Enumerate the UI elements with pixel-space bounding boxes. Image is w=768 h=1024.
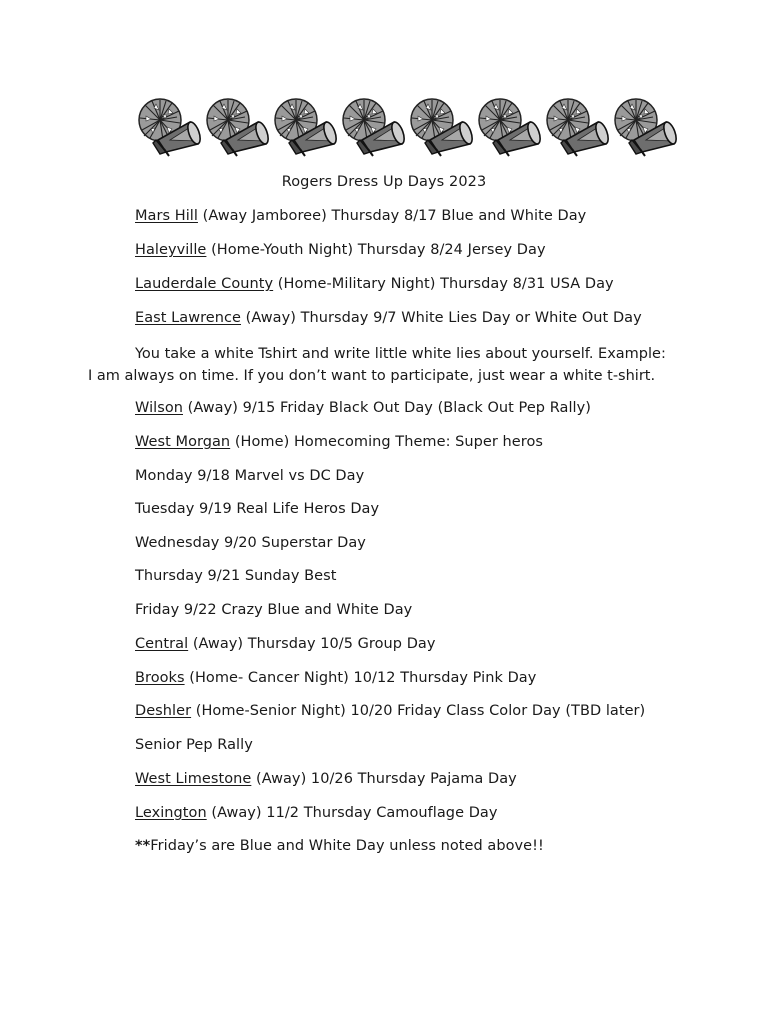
homecoming-day: Friday 9/22 Crazy Blue and White Day (135, 602, 413, 618)
footer-note-stars: ** (135, 838, 151, 854)
white-lies-note-line-2: I am always on time. If you don’t want to participate, just wear a white t-shirt. (88, 368, 656, 384)
homecoming-day: Monday 9/18 Marvel vs DC Day (135, 468, 365, 484)
pom-pom-megaphone-icon (408, 96, 474, 158)
entry-detail: (Away) 11/2 Thursday Camouflage Day (206, 805, 498, 821)
team-name: East Lawrence (135, 310, 242, 326)
entry-west-morgan (135, 434, 543, 450)
entry-deshler (135, 703, 645, 719)
team-name: Lexington (135, 805, 207, 821)
homecoming-day: Wednesday 9/20 Superstar Day (135, 535, 366, 551)
entry-detail: (Away) Thursday 9/7 White Lies Day or White Out Day (241, 310, 642, 326)
pom-pom-megaphone-icon (272, 96, 338, 158)
entry-detail: (Home-Military Night) Thursday 8/31 USA Day (273, 276, 614, 292)
team-name: Brooks (135, 670, 185, 686)
team-name: Wilson (135, 400, 183, 416)
entry-detail: (Home- Cancer Night) 10/12 Thursday Pink Day (184, 670, 537, 686)
entry-lauderdale-county (135, 276, 614, 292)
entry-lexington (135, 805, 497, 821)
entry-detail: (Home-Youth Night) Thursday 8/24 Jersey Day (206, 242, 546, 258)
team-name: West Morgan (135, 434, 231, 450)
pom-pom-megaphone-icon (340, 96, 406, 158)
senior-pep-rally: Senior Pep Rally (135, 737, 253, 753)
entry-east-lawrence (135, 310, 642, 326)
entry-detail: (Home-Senior Night) 10/20 Friday Class Color Day (TBD later) (191, 703, 646, 719)
footer-note (135, 838, 544, 854)
pom-pom-megaphone-icon (476, 96, 542, 158)
entry-central (135, 636, 435, 652)
pom-pom-megaphone-icon (612, 96, 678, 158)
entry-west-limestone (135, 771, 517, 787)
pom-pom-megaphone-icon (136, 96, 202, 158)
entry-wilson (135, 400, 591, 416)
entry-mars-hill (135, 208, 586, 224)
pom-pom-megaphone-icon (204, 96, 270, 158)
homecoming-day: Thursday 9/21 Sunday Best (135, 568, 337, 584)
team-name: Central (135, 636, 189, 652)
white-lies-note (88, 343, 668, 387)
cheer-banner (136, 96, 678, 158)
entry-detail: (Away) 9/15 Friday Black Out Day (Black Out Pep Rally) (183, 400, 591, 416)
team-name: West Limestone (135, 771, 252, 787)
document-title: Rogers Dress Up Days 2023 (281, 174, 487, 190)
team-name: Mars Hill (135, 208, 198, 224)
entry-detail: (Away) Thursday 10/5 Group Day (188, 636, 436, 652)
entry-haleyville (135, 242, 546, 258)
team-name: Lauderdale County (135, 276, 274, 292)
homecoming-day: Tuesday 9/19 Real Life Heros Day (135, 501, 380, 517)
entry-detail: (Away Jamboree) Thursday 8/17 Blue and White Day (197, 208, 587, 224)
entry-detail: (Away) 10/26 Thursday Pajama Day (251, 771, 517, 787)
footer-note-text: Friday’s are Blue and White Day unless noted above!! (150, 838, 544, 854)
team-name: Deshler (135, 703, 192, 719)
white-lies-note-line-1: You take a white Tshirt and write little white lies about yourself. Example: (135, 346, 666, 362)
entry-detail: (Home) Homecoming Theme: Super heros (230, 434, 543, 450)
team-name: Haleyville (135, 242, 207, 258)
entry-brooks (135, 670, 536, 686)
pom-pom-megaphone-icon (544, 96, 610, 158)
